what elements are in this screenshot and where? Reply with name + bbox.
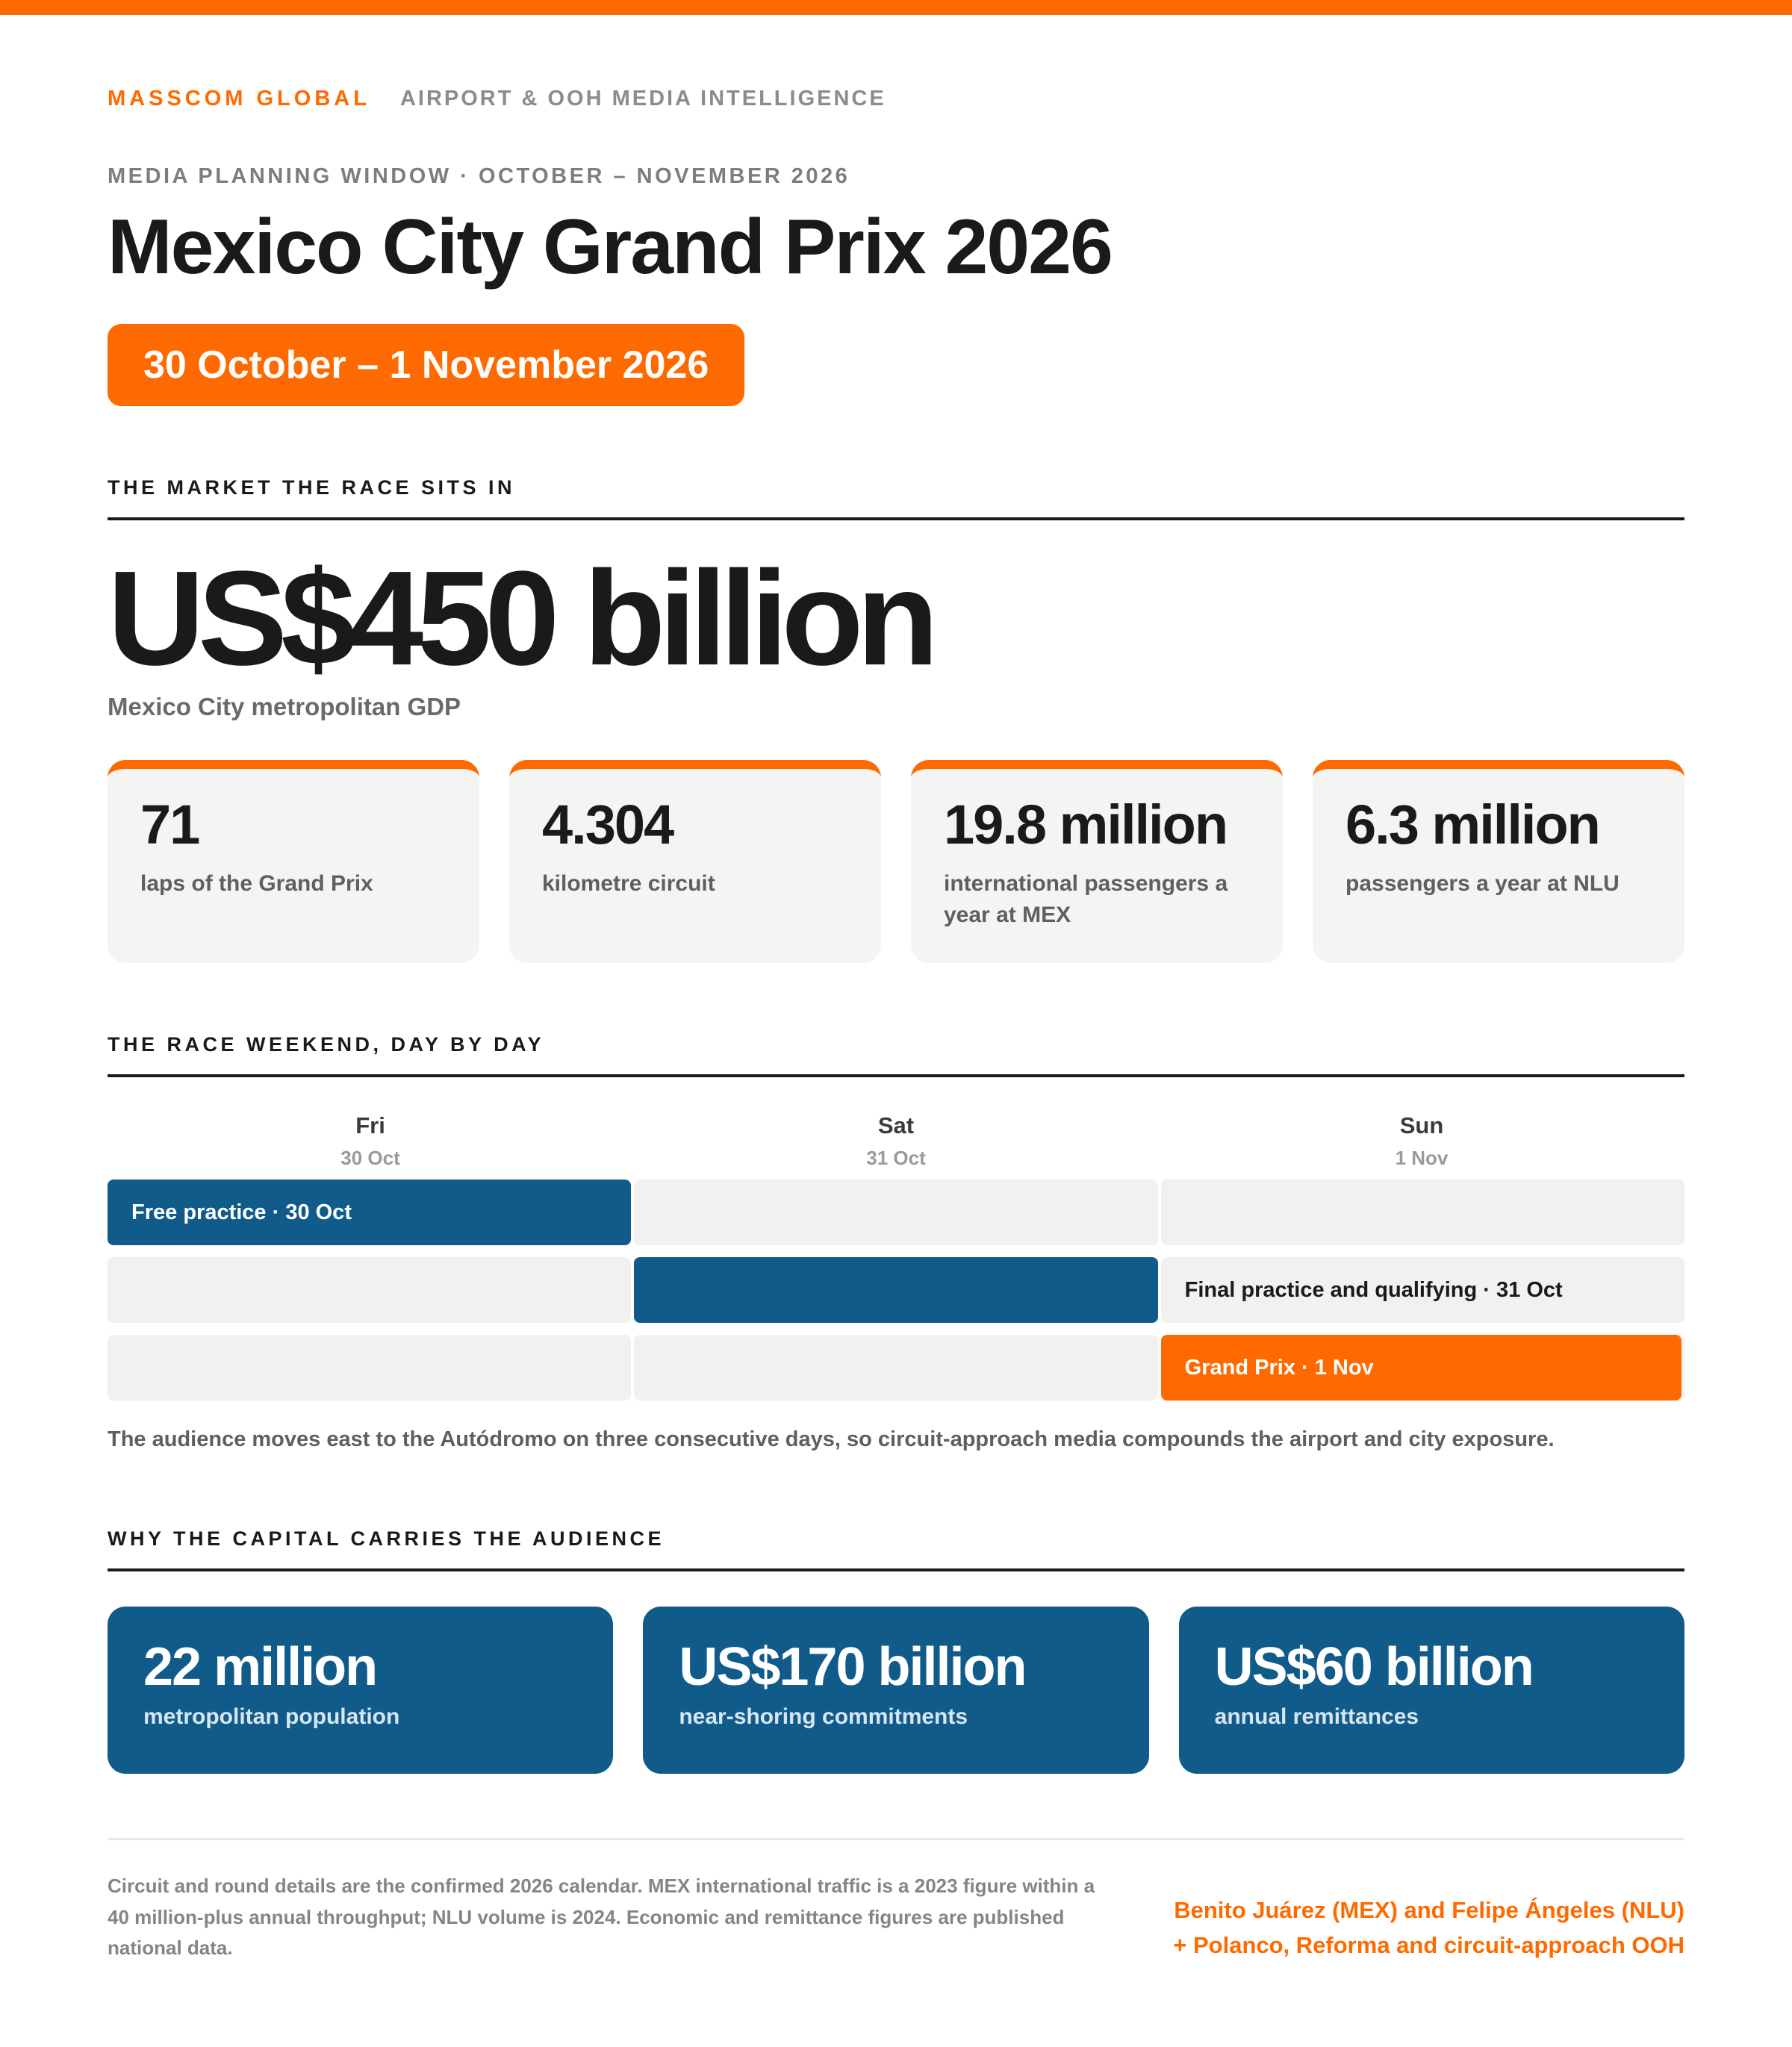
capital-section-heading: WHY THE CAPITAL CARRIES THE AUDIENCE <box>108 1527 1684 1571</box>
schedule-cell <box>634 1257 1157 1323</box>
schedule-row-grand-prix <box>108 1335 1684 1401</box>
stat-value: 6.3 million <box>1345 794 1599 856</box>
weekend-section-heading: THE RACE WEEKEND, DAY BY DAY <box>108 1033 1684 1077</box>
market-section-heading: THE MARKET THE RACE SITS IN <box>108 476 1684 520</box>
footer-divider <box>108 1838 1684 1840</box>
schedule-cell <box>108 1335 631 1401</box>
stat-label: kilometre circuit <box>542 871 715 897</box>
capital-card <box>643 1607 1148 1774</box>
weekend-caption: The audience moves east to the Autódromo on three consecutive days, so circuit-approach media compounds the airport and city exposure. <box>108 1427 1555 1451</box>
gdp-hero-value: US$450 billion <box>108 543 933 694</box>
brand-name: MASSCOM GLOBAL <box>108 87 370 110</box>
capital-cards <box>108 1607 1684 1774</box>
day-date: 1 Nov <box>1395 1147 1449 1169</box>
brand-tagline: AIRPORT & OOH MEDIA INTELLIGENCE <box>399 87 886 110</box>
event-dates-badge: 30 October – 1 November 2026 <box>108 324 744 406</box>
market-stats <box>108 760 1684 963</box>
event-bar-grand-prix: Grand Prix · 1 Nov <box>1161 1335 1681 1401</box>
schedule-cell <box>634 1180 1157 1245</box>
stat-value: 4.304 <box>542 794 673 856</box>
stat-label: passengers a year at NLU <box>1345 871 1620 897</box>
footer-airports: Benito Juárez (MEX) and Felipe Ángeles (NLU) <box>1174 1897 1684 1923</box>
brand-row <box>108 87 886 111</box>
card-value: 22 million <box>143 1637 377 1697</box>
capital-card <box>1179 1607 1684 1774</box>
day-column-sat <box>633 1112 1159 1170</box>
schedule-cell <box>108 1257 631 1323</box>
event-bar-free-practice: Free practice · 30 Oct <box>108 1180 631 1245</box>
schedule-cell <box>108 1180 631 1245</box>
day-columns-header <box>108 1112 1684 1170</box>
day-name: Sun <box>1399 1112 1444 1138</box>
schedule-cell <box>1161 1335 1684 1401</box>
stat-value: 19.8 million <box>944 794 1228 856</box>
schedule-row-free-practice <box>108 1180 1684 1245</box>
schedule-row-qualifying <box>108 1257 1684 1323</box>
schedule-cell <box>634 1335 1157 1401</box>
stat-card <box>1313 760 1684 963</box>
stat-value: 71 <box>140 794 199 856</box>
footer-media-summary <box>1173 1893 1684 1963</box>
page-title: Mexico City Grand Prix 2026 <box>108 204 1112 290</box>
day-date: 30 Oct <box>340 1147 400 1169</box>
capital-card <box>108 1607 613 1774</box>
card-label: annual remittances <box>1214 1704 1419 1730</box>
planning-window-eyebrow: MEDIA PLANNING WINDOW · OCTOBER – NOVEMBER 2026 <box>108 164 850 188</box>
day-column-fri <box>108 1112 633 1170</box>
stat-label: international passengers a year at MEX <box>944 871 1228 927</box>
top-accent-bar <box>0 0 1792 15</box>
day-date: 31 Oct <box>866 1147 926 1169</box>
day-name: Sat <box>877 1112 915 1138</box>
schedule-cell <box>1161 1180 1684 1245</box>
gdp-hero-label: Mexico City metropolitan GDP <box>108 693 461 720</box>
card-value: US$60 billion <box>1214 1637 1533 1697</box>
stat-card <box>108 760 479 963</box>
stat-card <box>509 760 881 963</box>
source-footnote: Circuit and round details are the confirmed 2026 calendar. MEX international traffic is a 2023 figure within a 40 million-plus annual throughput; NLU volume is 2024. Economic and remittance figures are published national data. <box>108 1875 1095 1960</box>
event-bar-qualifying <box>634 1257 1157 1323</box>
day-column-sun <box>1159 1112 1684 1170</box>
schedule-cell <box>1161 1257 1684 1323</box>
card-label: near-shoring commitments <box>679 1704 968 1730</box>
stat-label: laps of the Grand Prix <box>140 871 373 897</box>
footer-ooh: + Polanco, Reforma and circuit-approach OOH <box>1173 1931 1684 1958</box>
card-label: metropolitan population <box>143 1704 400 1730</box>
day-name: Fri <box>355 1112 385 1138</box>
event-label-qualifying: Final practice and qualifying · 31 Oct <box>1184 1277 1563 1302</box>
card-value: US$170 billion <box>679 1637 1026 1697</box>
stat-card <box>911 760 1283 963</box>
